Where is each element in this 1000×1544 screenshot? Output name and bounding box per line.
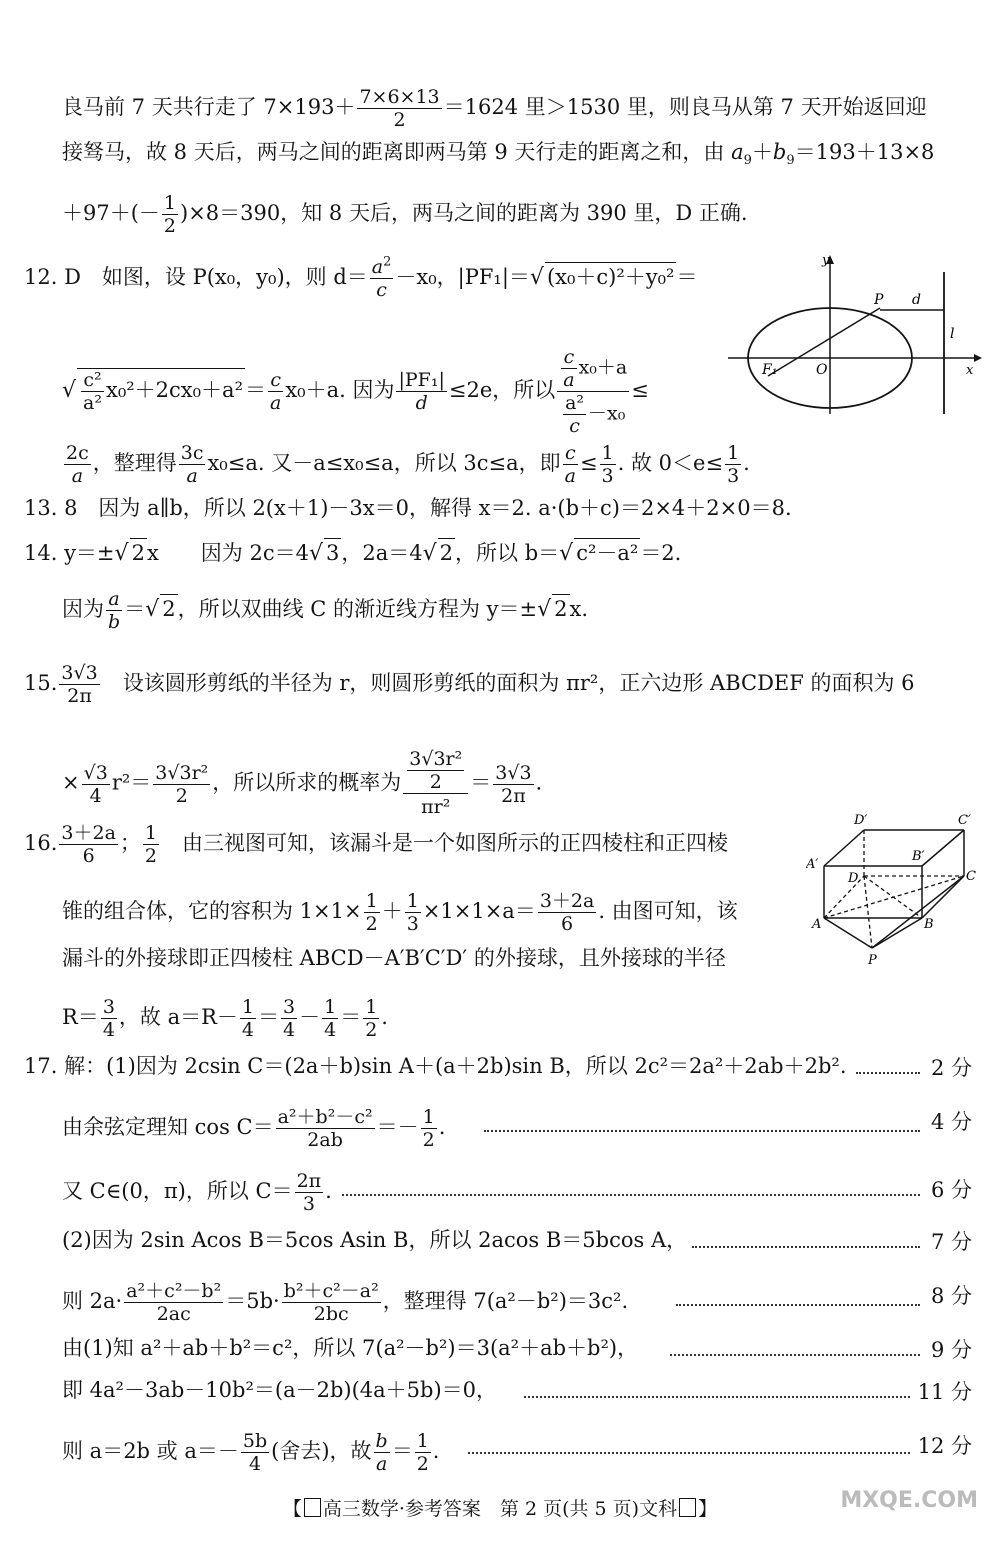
ellipse-figure xyxy=(722,246,984,418)
funnel-figure xyxy=(806,808,978,970)
watermark-logo: MXQE.COM xyxy=(840,1488,978,1513)
q11-line-1: 良马前 7 天共行走了 7×193＋ $\frac{7\times 6\times 13}{2}$ ＝1624 里＞1530 里，则良马从第 7 天开始返回迎 xyxy=(62,86,927,131)
label-o: O xyxy=(816,362,828,378)
q16-line-4: R＝ $\frac{3}{4}$ ，故 a＝R－ $\frac{1}{4}$ ＝ $\frac{3}{4}$ － $\frac{1}{4}$ ＝ $\frac{1}{2}$ . xyxy=(62,996,388,1041)
score-1: 2 分 xyxy=(930,1056,972,1080)
svg-text:D′: D′ xyxy=(854,813,868,828)
q12-line-3: $\frac{2c}{a}$ ，整理得 $\frac{3c}{a}$ x₀≤a. 又－a≤x₀≤a，所以 3c≤a，即 $\frac{c}{a}$ ≤ $\frac{1}{3}$ . 故 0＜e≤ $\frac{1}{3}$ . xyxy=(66,442,750,487)
q11-fraction: $\frac{7\times 6\times 13}{2}$ xyxy=(359,86,440,131)
checkbox-icon xyxy=(304,1498,321,1517)
svg-text:P: P xyxy=(868,953,877,968)
svg-text:D: D xyxy=(848,871,859,886)
score-6: 9 分 xyxy=(930,1338,972,1362)
score-4: 7 分 xyxy=(930,1230,972,1254)
x-axis-arrow-icon xyxy=(974,354,982,362)
label-p: P xyxy=(874,292,884,308)
q11-line-2: 接驽马，故 8 天后，两马之间的距离即两马第 9 天行走的距离之和，由 $a_9+b_9=193+13\times 8$ xyxy=(62,140,935,169)
q15-line-2: × $\frac{√3}{4}$ r²＝ $\frac{\text{3√3r²}}{2}$ ，所以所求的概率为 $\frac{\frac{\text{3√3r²}}{2}}{\text{πr²}}$ ＝ $\frac{3√3}{2\pi}$ . xyxy=(62,748,543,818)
label-l: l xyxy=(950,326,955,342)
score-3: 6 分 xyxy=(930,1178,972,1202)
score-7: 11 分 xyxy=(917,1380,972,1404)
q17-line-4: (2)因为 2sin Acos B＝5cos Asin B，所以 2acos B＝5bcos A， xyxy=(62,1228,688,1252)
q12-number: 12. D xyxy=(24,265,81,289)
q14-line-1: 14. y＝±√ 2x 因为 2c＝4√ 3，2a＝4√ 2，所以 b＝√ c²－a²＝2. xyxy=(24,538,681,568)
svg-text:C: C xyxy=(966,869,976,884)
q17-line-3: 又 C∈(0，π)，所以 C＝ $\frac{2\pi}{3}$ . xyxy=(62,1170,332,1215)
svg-text:B: B xyxy=(924,917,934,932)
score-8: 12 分 xyxy=(917,1434,972,1458)
label-d: d xyxy=(912,292,921,308)
q16-line-2: 锥的组合体，它的容积为 1×1× $\frac{1}{2}$ ＋ $\frac{1}{3}$ ×1×1×a＝ $\frac{3+2a}{6}$ . 由图可知，该 xyxy=(62,890,738,935)
q11-line-3: ＋97＋(－ $\frac{1}{2}$ )×8＝390，知 8 天后，两马之间的距离为 390 里，D 正确. xyxy=(62,192,748,237)
svg-text:C′: C′ xyxy=(958,813,971,828)
q12-line-2: √ $\frac{\text{c²}}{\text{a²}}$ x₀²＋2cx₀＋a²＝ $\frac{c}{a}$ x₀＋a. 因为 $\frac{\text{|PF₁|}}{d}$ ≤2e，所以 $\frac{c}{a}$ x₀＋a $\frac{\text{a²}}{c}$ －x₀ ≤ xyxy=(62,346,649,437)
label-y: y xyxy=(822,253,830,268)
q17-line-7: 即 4a²－3ab－10b²＝(a－2b)(4a＋5b)＝0， xyxy=(62,1378,498,1402)
svg-text:B′: B′ xyxy=(912,849,925,864)
svg-text:A′: A′ xyxy=(806,857,819,872)
q15-line-1: 15. $\frac{3√3}{2\pi}$ 设该圆形剪纸的半径为 r，则圆形剪纸的面积为 πr²，正六边形 ABCDEF 的面积为 6 xyxy=(24,662,915,707)
checkbox-icon xyxy=(679,1498,696,1517)
q13-line: 13. 8 因为 a∥b，所以 2(x＋1)－3x＝0，解得 x＝2. a·(b＋c)＝2×4＋2×0＝8. xyxy=(24,496,792,520)
q14-line-2: 因为 $\frac{a}{b}$ ＝√ 2，所以双曲线 C 的渐近线方程为 y＝±√ 2x. xyxy=(62,588,589,633)
q16-line-1: 16. $\frac{3+2a}{6}$ ； $\frac{1}{2}$ 由三视图可知，该漏斗是一个如图所示的正四棱柱和正四棱 xyxy=(24,822,729,867)
q17-line-1: 17. 解：(1)因为 2csin C＝(2a＋b)sin A＋(a＋2b)sin B，所以 2c²＝2a²＋2ab＋2b². xyxy=(24,1054,847,1078)
svg-text:A: A xyxy=(812,917,822,932)
score-2: 4 分 xyxy=(930,1110,972,1134)
label-x: x xyxy=(966,363,974,378)
q12-line-1: 12. D 如图，设 P(x₀，y₀)，则 d＝ $\frac{a^2}{c}$ －x₀，|PF₁|＝√ (x₀＋c)²＋y₀²＝ xyxy=(24,254,698,301)
page-footer: 【 高三数学·参考答案 第 2 页(共 5 页)文科 】 xyxy=(282,1498,718,1520)
label-f1: F₁ xyxy=(762,362,778,378)
q16-line-3: 漏斗的外接球即正四棱柱 ABCD－A′B′C′D′ 的外接球，且外接球的半径 xyxy=(62,946,726,970)
q17-line-8: 则 a＝2b 或 a＝－ $\frac{5b}{4}$ (舍去)，故 $\frac{b}{a}$ ＝ $\frac{1}{2}$ . xyxy=(62,1430,440,1475)
q17-line-2: 由余弦定理知 cos C＝ $\frac{\text{a²＋b²－c²}}{2ab}$ ＝－ $\frac{1}{2}$ . xyxy=(62,1106,446,1151)
score-5: 8 分 xyxy=(930,1284,972,1308)
q17-line-6: 由(1)知 a²＋ab＋b²＝c²，所以 7(a²－b²)＝3(a²＋ab＋b²)， xyxy=(62,1336,639,1360)
q17-line-5: 则 2a· $\frac{\text{a²＋c²－b²}}{2ac}$ ＝5b· $\frac{\text{b²＋c²－a²}}{2bc}$ ，整理得 7(a²－b²)＝3c². xyxy=(62,1280,629,1325)
